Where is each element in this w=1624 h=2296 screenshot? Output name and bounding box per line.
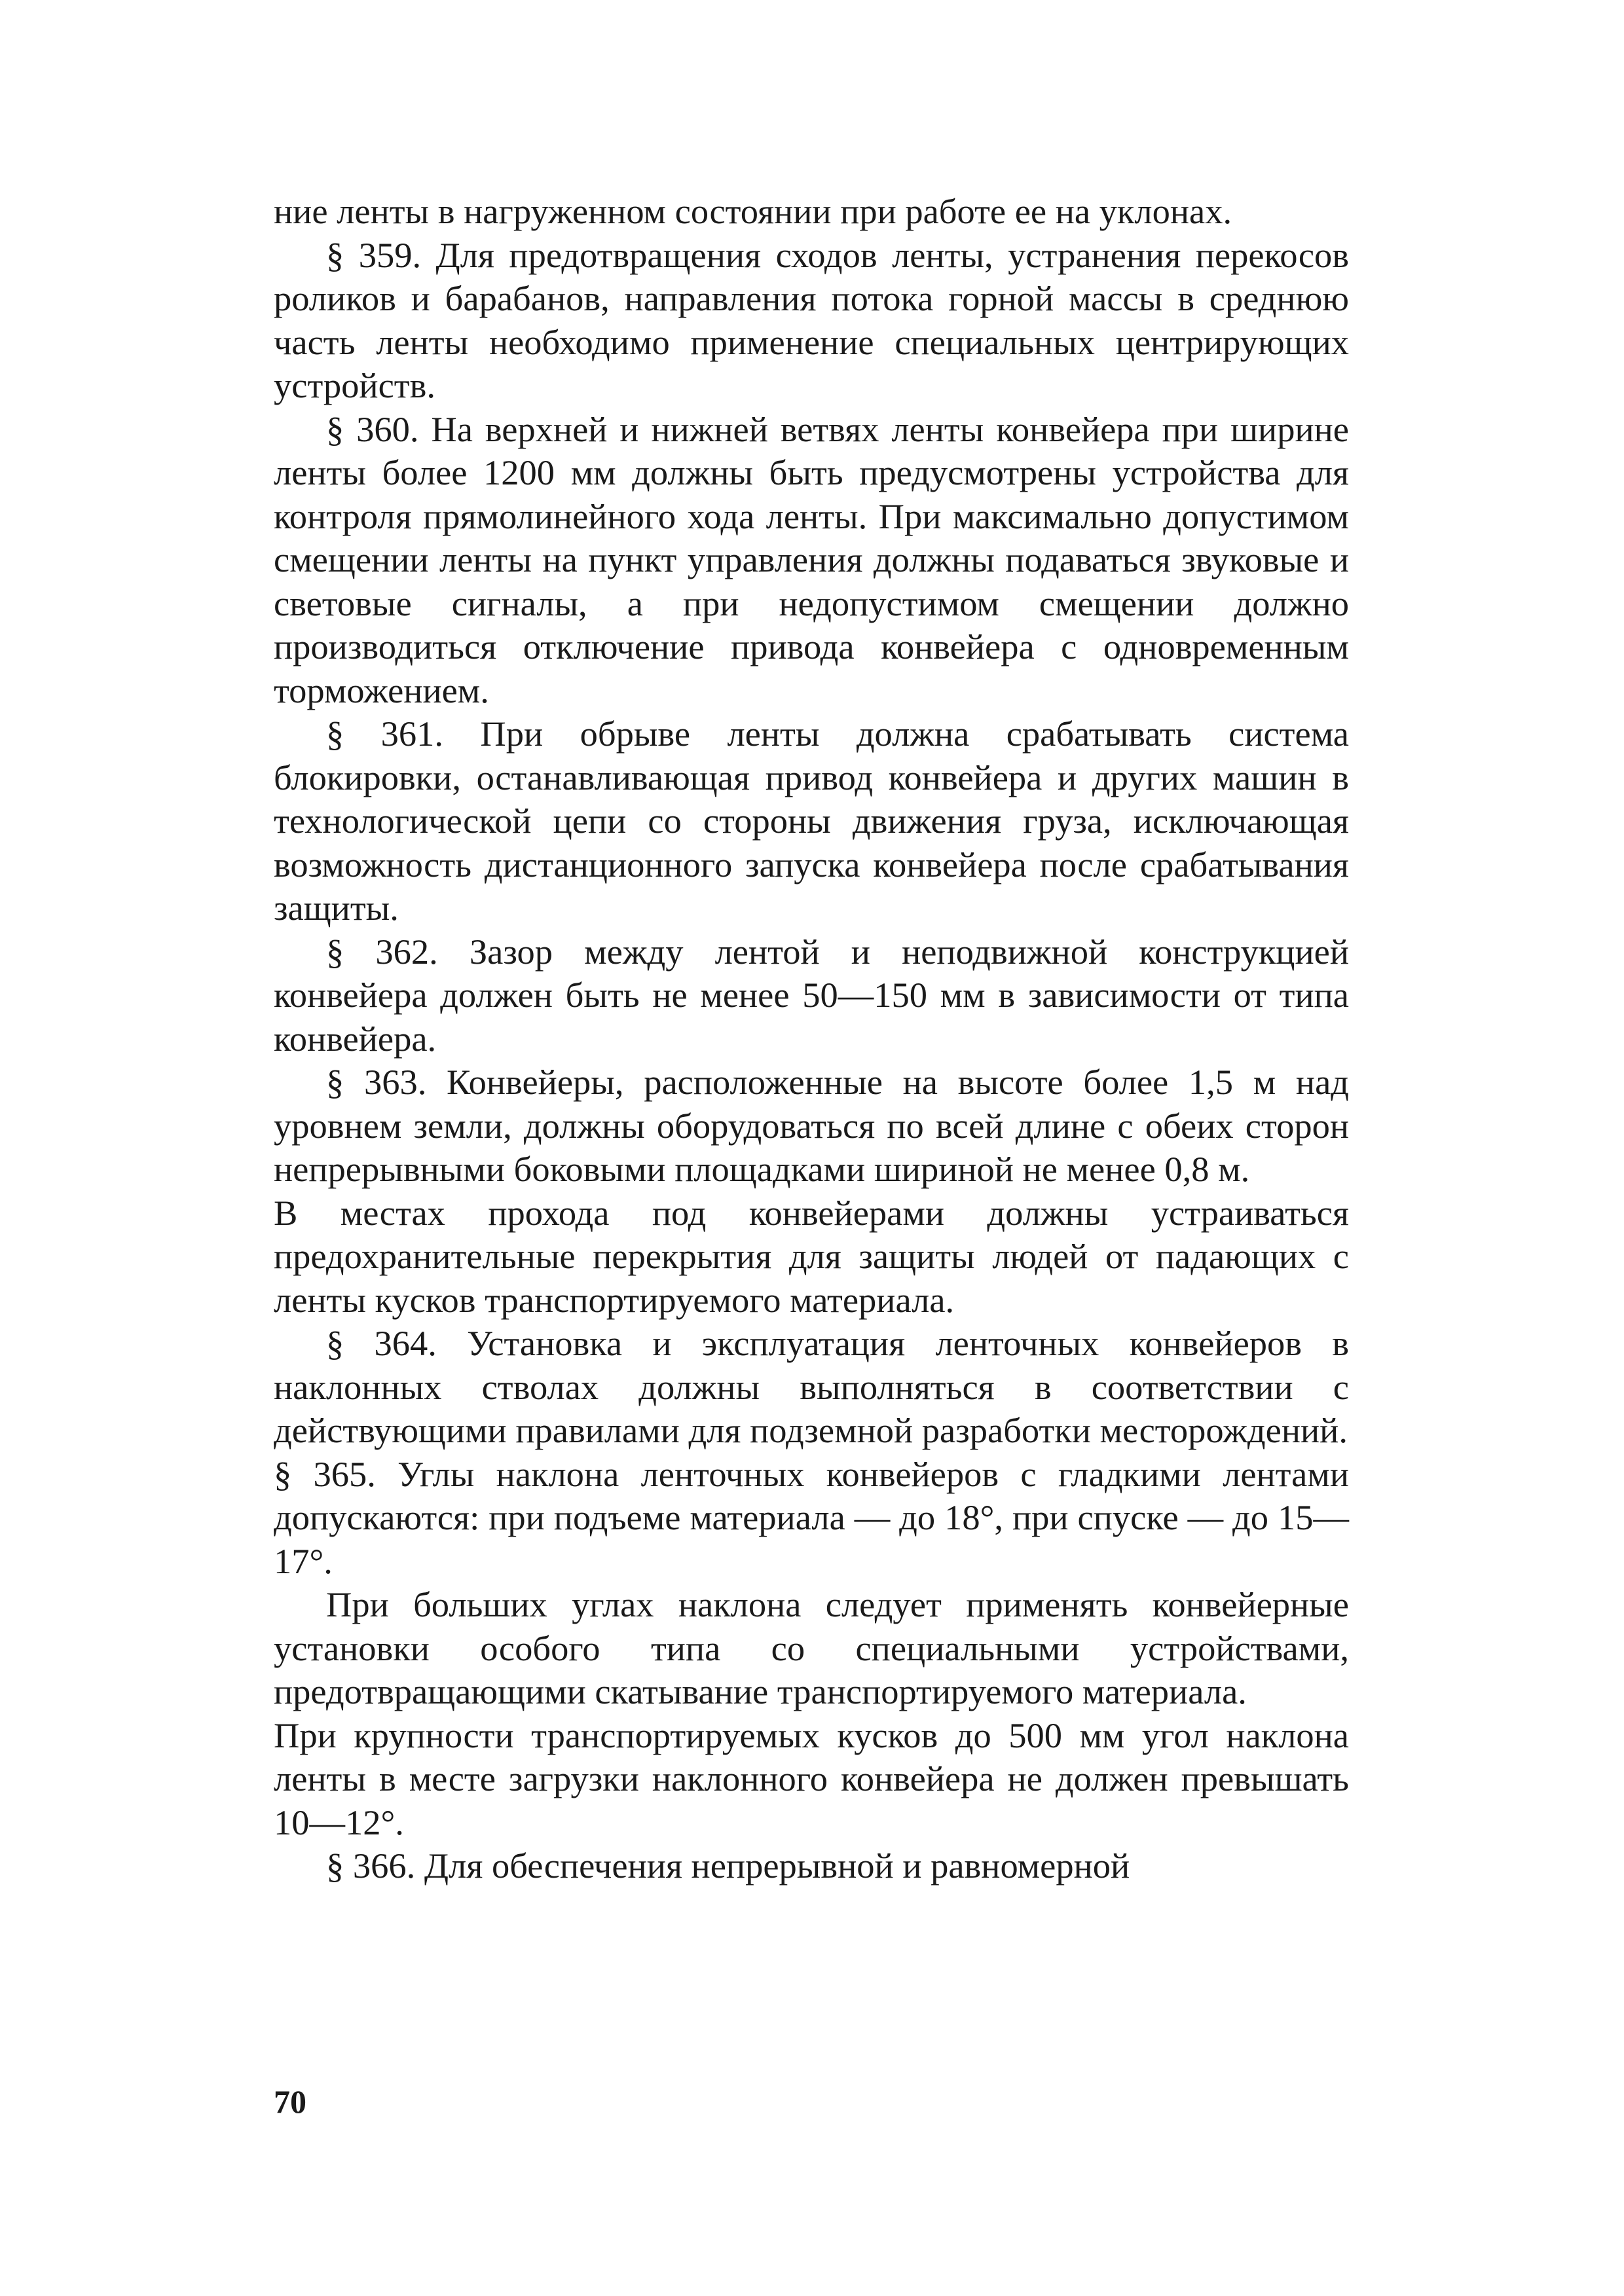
paragraph-365-lump-size: При крупности транспортируемых кусков до 500 мм угол наклона ленты в месте загрузки наклонного конвейера не должен превышать 10—12°. (274, 1715, 1349, 1842)
paragraph-361: § 361. При обрыве ленты должна срабатывать система блокировки, останавливающая привод конвейера и других машин в технологической цепи со стороны движения груза, исключающая возможность дистанционного запуска конвейера после срабатывания защиты. (274, 714, 1349, 928)
paragraph-continuation: ние ленты в нагруженном состоянии при работе ее на уклонах. (274, 191, 1232, 231)
paragraph-363-continued: В местах прохода под конвейерами должны устраиваться предохранительные перекрытия для защиты людей от падающих с ленты кусков транспортируемого материала. (274, 1192, 1349, 1320)
body-text (274, 190, 1349, 1888)
paragraph-359: § 359. Для предотвращения сходов ленты, устранения перекосов роликов и барабанов, направления потока горной массы в среднюю часть ленты необходимо применение специальных центрирующих устройств. (274, 234, 1349, 405)
paragraph-365-large-angles: При больших углах наклона следует применять конвейерные установки особого типа со специальными устройствами, предотвращающими скатывание транспортируемого материала. (274, 1584, 1349, 1711)
paragraph-362: § 362. Зазор между лентой и неподвижной конструкцией конвейера должен быть не менее 50—150 мм в зависимости от типа конвейера. (274, 931, 1349, 1059)
paragraph-366: § 366. Для обеспечения непрерывной и равномерной (326, 1846, 1130, 1886)
paragraph-364: § 364. Установка и эксплуатация ленточных конвейеров в наклонных стволах должны выполняться в соответствии с действующими правилами для подземной разработки месторождений. (274, 1323, 1349, 1450)
page-number: 70 (274, 2083, 306, 2120)
paragraph-365: § 365. Углы наклона ленточных конвейеров с гладкими лентами допускаются: при подъеме материала — до 18°, при спуске — до 15—17°. (274, 1453, 1349, 1581)
paragraph-363: § 363. Конвейеры, расположенные на высоте более 1,5 м над уровнем земли, должны оборудоваться по всей длине с обеих сторон непрерывными боковыми площадками шириной не менее 0,8 м. (274, 1062, 1349, 1189)
paragraph-360: § 360. На верхней и нижней ветвях ленты конвейера при ширине ленты более 1200 мм должны быть предусмотрены устройства для контроля прямолинейного хода ленты. При максимально допустимом смещении ленты на пункт управления должны подаваться звуковые и световые сигналы, а при недопустимом смещении должно производиться отключение привода конвейера с одновременным торможением. (274, 409, 1349, 710)
